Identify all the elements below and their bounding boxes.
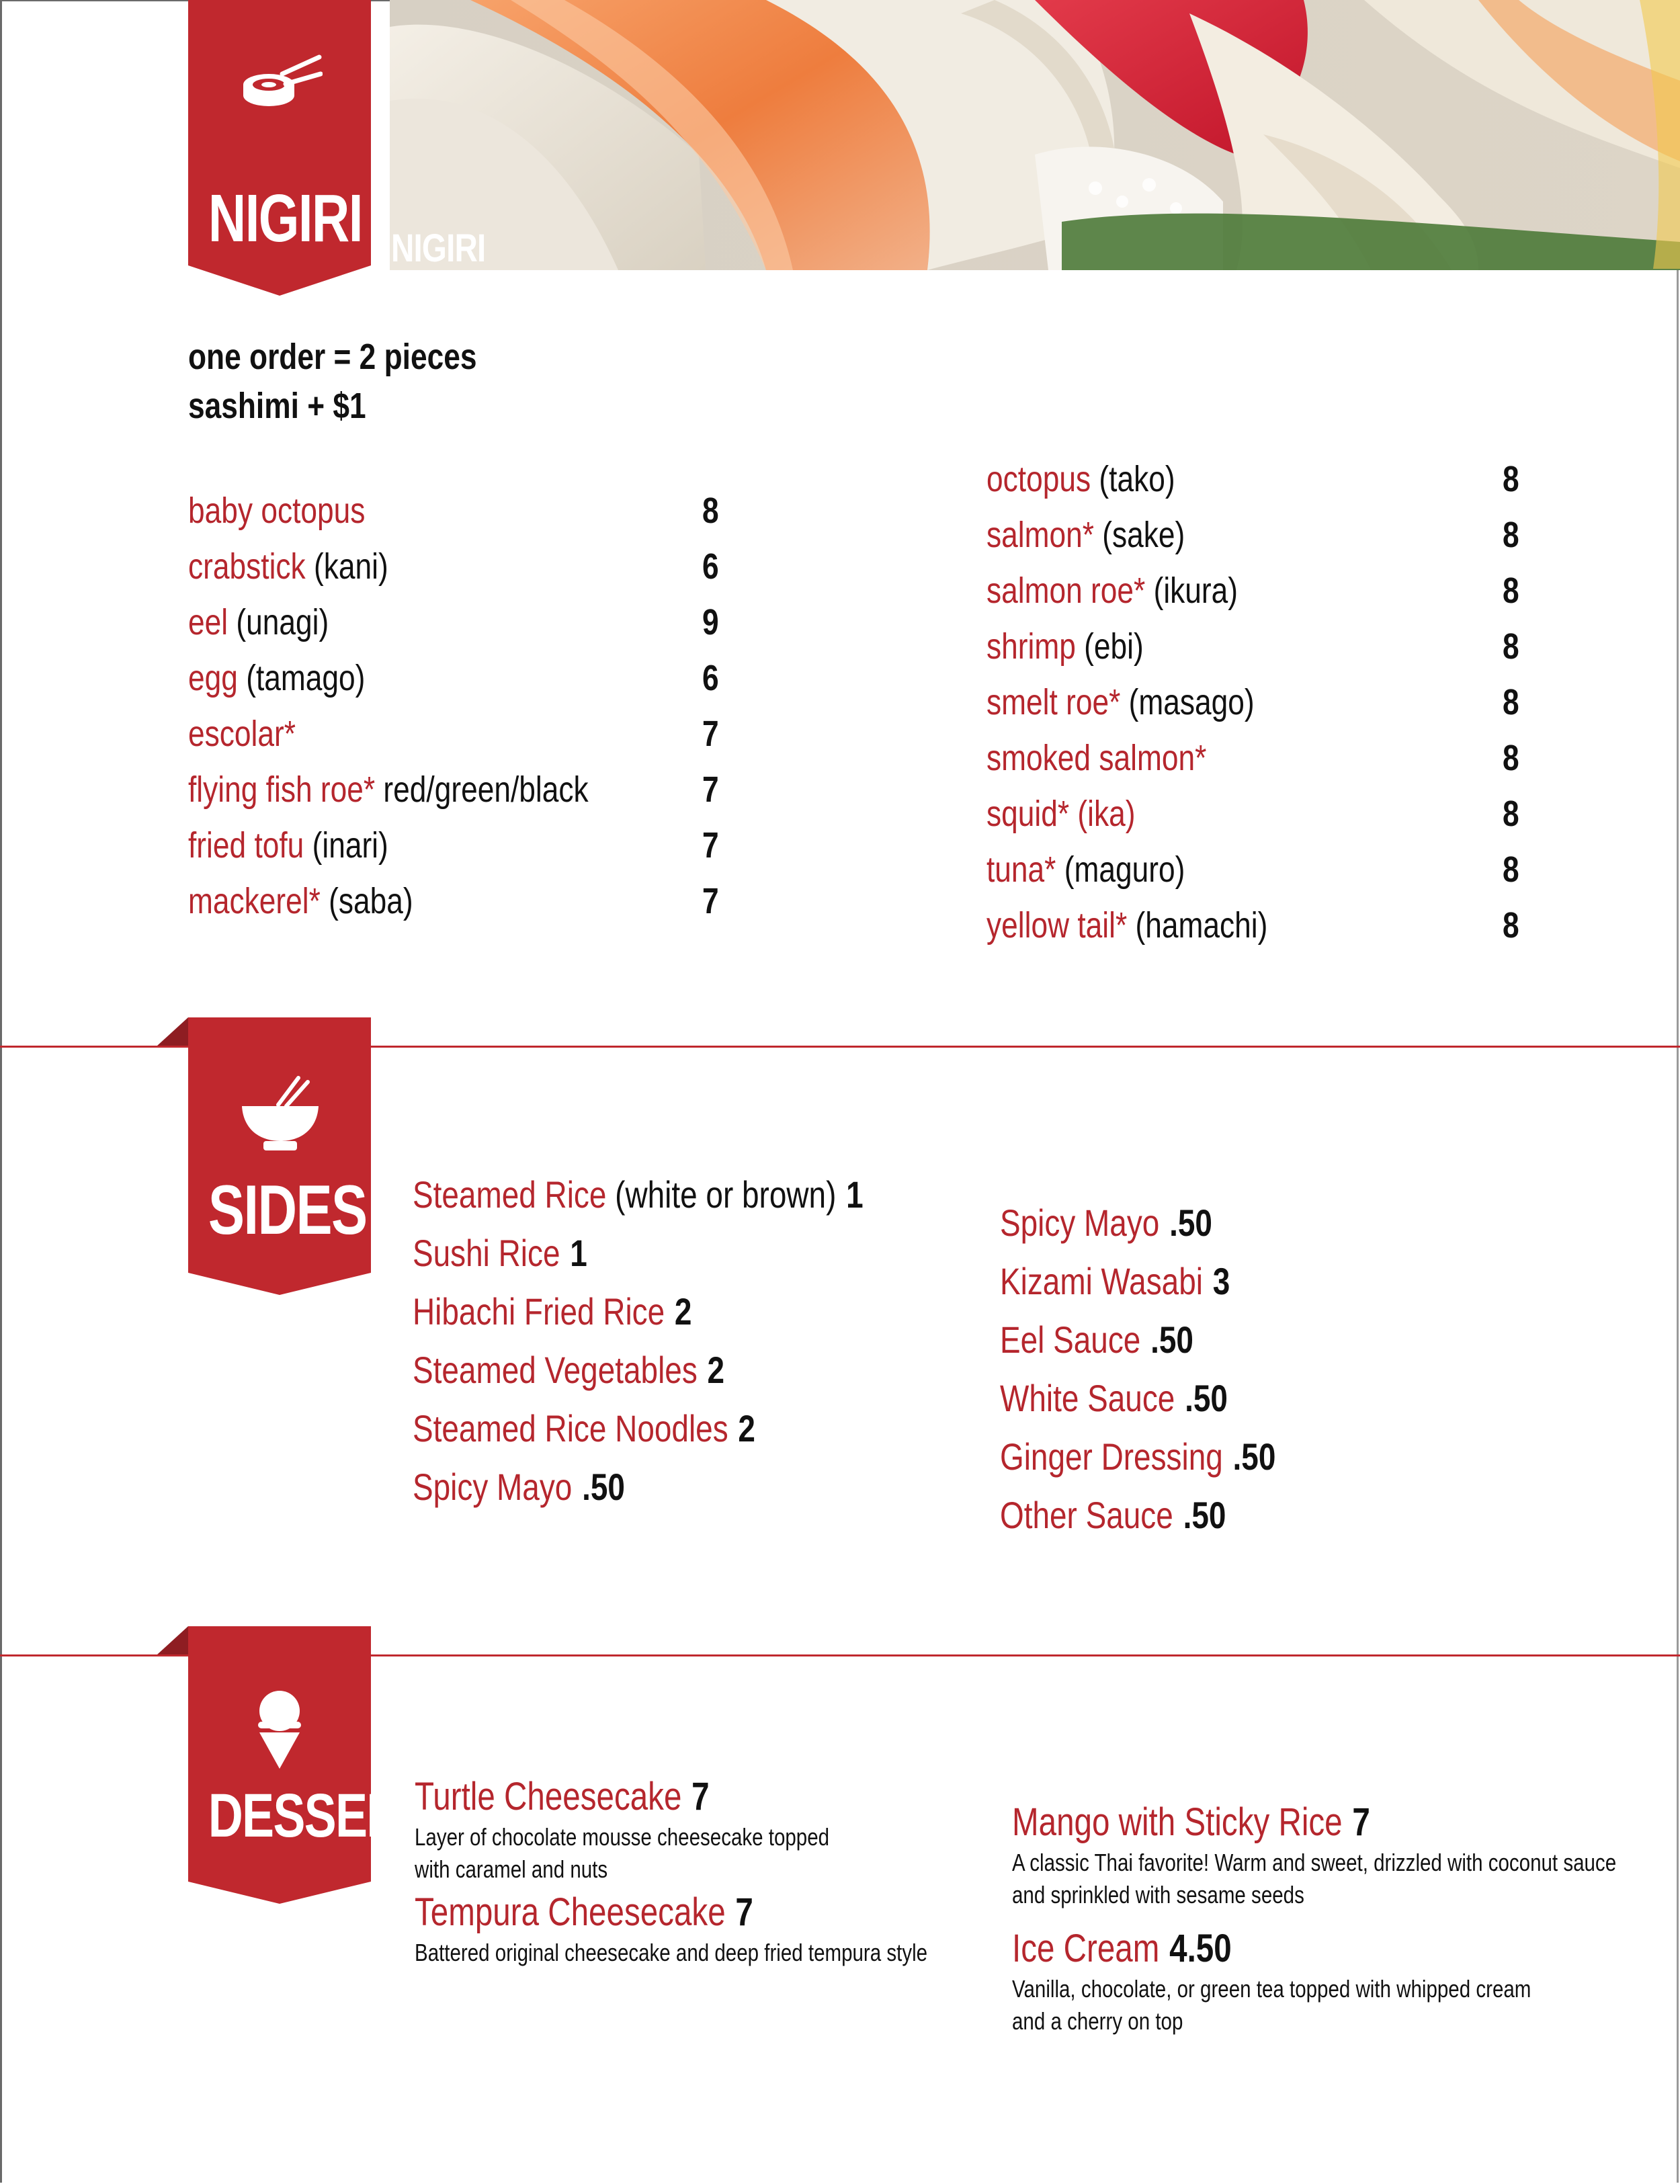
hero-caption: NIGIRI (391, 226, 486, 270)
nigiri-note-sashimi: sashimi + $1 (188, 386, 366, 426)
hero-photo (390, 0, 1680, 270)
item-name: salmon roe* (ikura) (986, 571, 1238, 611)
item-price: 7 (702, 881, 719, 921)
item-name: escolar* (188, 714, 296, 754)
item-name: squid* (ika) (986, 794, 1136, 834)
list-item (986, 734, 1519, 782)
item-price: 6 (702, 546, 719, 587)
dessert-name: Turtle Cheesecake (415, 1775, 682, 1818)
list-item: Steamed Rice Noodles 2 (413, 1407, 755, 1450)
item-price: 8 (1503, 794, 1519, 834)
sushi-nigiri-photo (390, 0, 1680, 270)
dessert-description: Layer of chocolate mousse cheesecake topped (415, 1823, 830, 1851)
sides-banner (157, 1017, 372, 1300)
list-item (986, 511, 1519, 558)
item-name: baby octopus (188, 491, 366, 531)
list-item: Spicy Mayo .50 (413, 1466, 625, 1508)
dessert-name: Ice Cream (1012, 1927, 1160, 1970)
item-price: 6 (702, 658, 719, 698)
list-item: Steamed Vegetables 2 (413, 1349, 725, 1391)
dessert-description: with caramel and nuts (415, 1855, 608, 1883)
dessert-price: 4.50 (1169, 1927, 1232, 1970)
item-name: yellow tail* (hamachi) (986, 905, 1268, 946)
list-item (188, 766, 719, 813)
list-item: Hibachi Fried Rice 2 (413, 1290, 692, 1333)
sides-title: SIDES (208, 1171, 367, 1249)
dessert-item (415, 1888, 1040, 1969)
dessert-title: DESSERT (208, 1781, 429, 1850)
list-item: Eel Sauce .50 (1000, 1318, 1193, 1361)
dessert-price: 7 (735, 1890, 753, 1934)
item-name: smelt roe* (masago) (986, 682, 1255, 722)
dessert-description: and a cherry on top (1012, 2007, 1183, 2035)
dessert-price: 7 (1352, 1800, 1370, 1844)
item-name: mackerel* (saba) (188, 881, 413, 921)
dessert-name: Mango with Sticky Rice (1012, 1800, 1343, 1844)
list-item (986, 623, 1519, 670)
item-name: shrimp (ebi) (986, 626, 1144, 667)
list-item: White Sauce .50 (1000, 1377, 1228, 1419)
dessert-item (415, 1773, 920, 1886)
dessert-name: Tempura Cheesecake (415, 1890, 726, 1934)
list-item (986, 456, 1519, 503)
item-price: 8 (1503, 571, 1519, 611)
item-name: flying fish roe* red/green/black (188, 769, 589, 810)
list-item (188, 878, 719, 925)
item-price: 8 (1503, 849, 1519, 890)
dessert-description: and sprinkled with sesame seeds (1012, 1881, 1304, 1908)
item-price: 9 (702, 602, 719, 642)
nigiri-title: NIGIRI (208, 181, 362, 256)
list-item (986, 567, 1519, 614)
item-name: tuna* (maguro) (986, 849, 1185, 890)
list-item (986, 902, 1519, 949)
item-price: 8 (1503, 626, 1519, 667)
nigiri-banner (188, 0, 371, 296)
dessert-description: A classic Thai favorite! Warm and sweet, drizzled with coconut sauce (1012, 1849, 1617, 1876)
item-price: 8 (1503, 738, 1519, 778)
dessert-item (1012, 1798, 1680, 1911)
item-name: octopus (tako) (986, 459, 1175, 499)
item-price: 7 (702, 769, 719, 810)
list-item: Spicy Mayo .50 (1000, 1202, 1212, 1244)
item-price: 8 (702, 491, 719, 531)
dessert-description: Vanilla, chocolate, or green tea topped with whipped cream (1012, 1975, 1531, 2003)
list-item (188, 710, 719, 757)
item-price: 8 (1503, 905, 1519, 946)
item-price: 7 (702, 825, 719, 866)
list-item (188, 487, 719, 534)
dessert-description: Battered original cheesecake and deep fried tempura style (415, 1939, 928, 1966)
item-name: smoked salmon* (986, 738, 1207, 778)
item-name: eel (unagi) (188, 602, 329, 642)
dessert-price: 7 (691, 1775, 710, 1818)
item-name: egg (tamago) (188, 658, 366, 698)
item-name: fried tofu (inari) (188, 825, 388, 866)
item-name: crabstick (kani) (188, 546, 388, 587)
list-item: Other Sauce .50 (1000, 1494, 1226, 1536)
list-item (188, 599, 719, 646)
list-item (986, 679, 1519, 726)
list-item: Kizami Wasabi 3 (1000, 1260, 1230, 1302)
list-item (986, 846, 1519, 893)
list-item: Sushi Rice 1 (413, 1232, 587, 1274)
item-name: salmon* (sake) (986, 515, 1185, 555)
dessert-item (1012, 1925, 1645, 2038)
dessert-banner (157, 1626, 429, 1908)
list-item (188, 655, 719, 702)
list-item (986, 790, 1519, 837)
list-item (188, 822, 719, 869)
list-item: Ginger Dressing .50 (1000, 1435, 1276, 1478)
item-price: 7 (702, 714, 719, 754)
list-item (188, 543, 719, 590)
item-price: 8 (1503, 515, 1519, 555)
list-item: Steamed Rice (white or brown) 1 (413, 1173, 864, 1216)
item-price: 8 (1503, 682, 1519, 722)
nigiri-note-order: one order = 2 pieces (188, 337, 477, 377)
item-price: 8 (1503, 459, 1519, 499)
